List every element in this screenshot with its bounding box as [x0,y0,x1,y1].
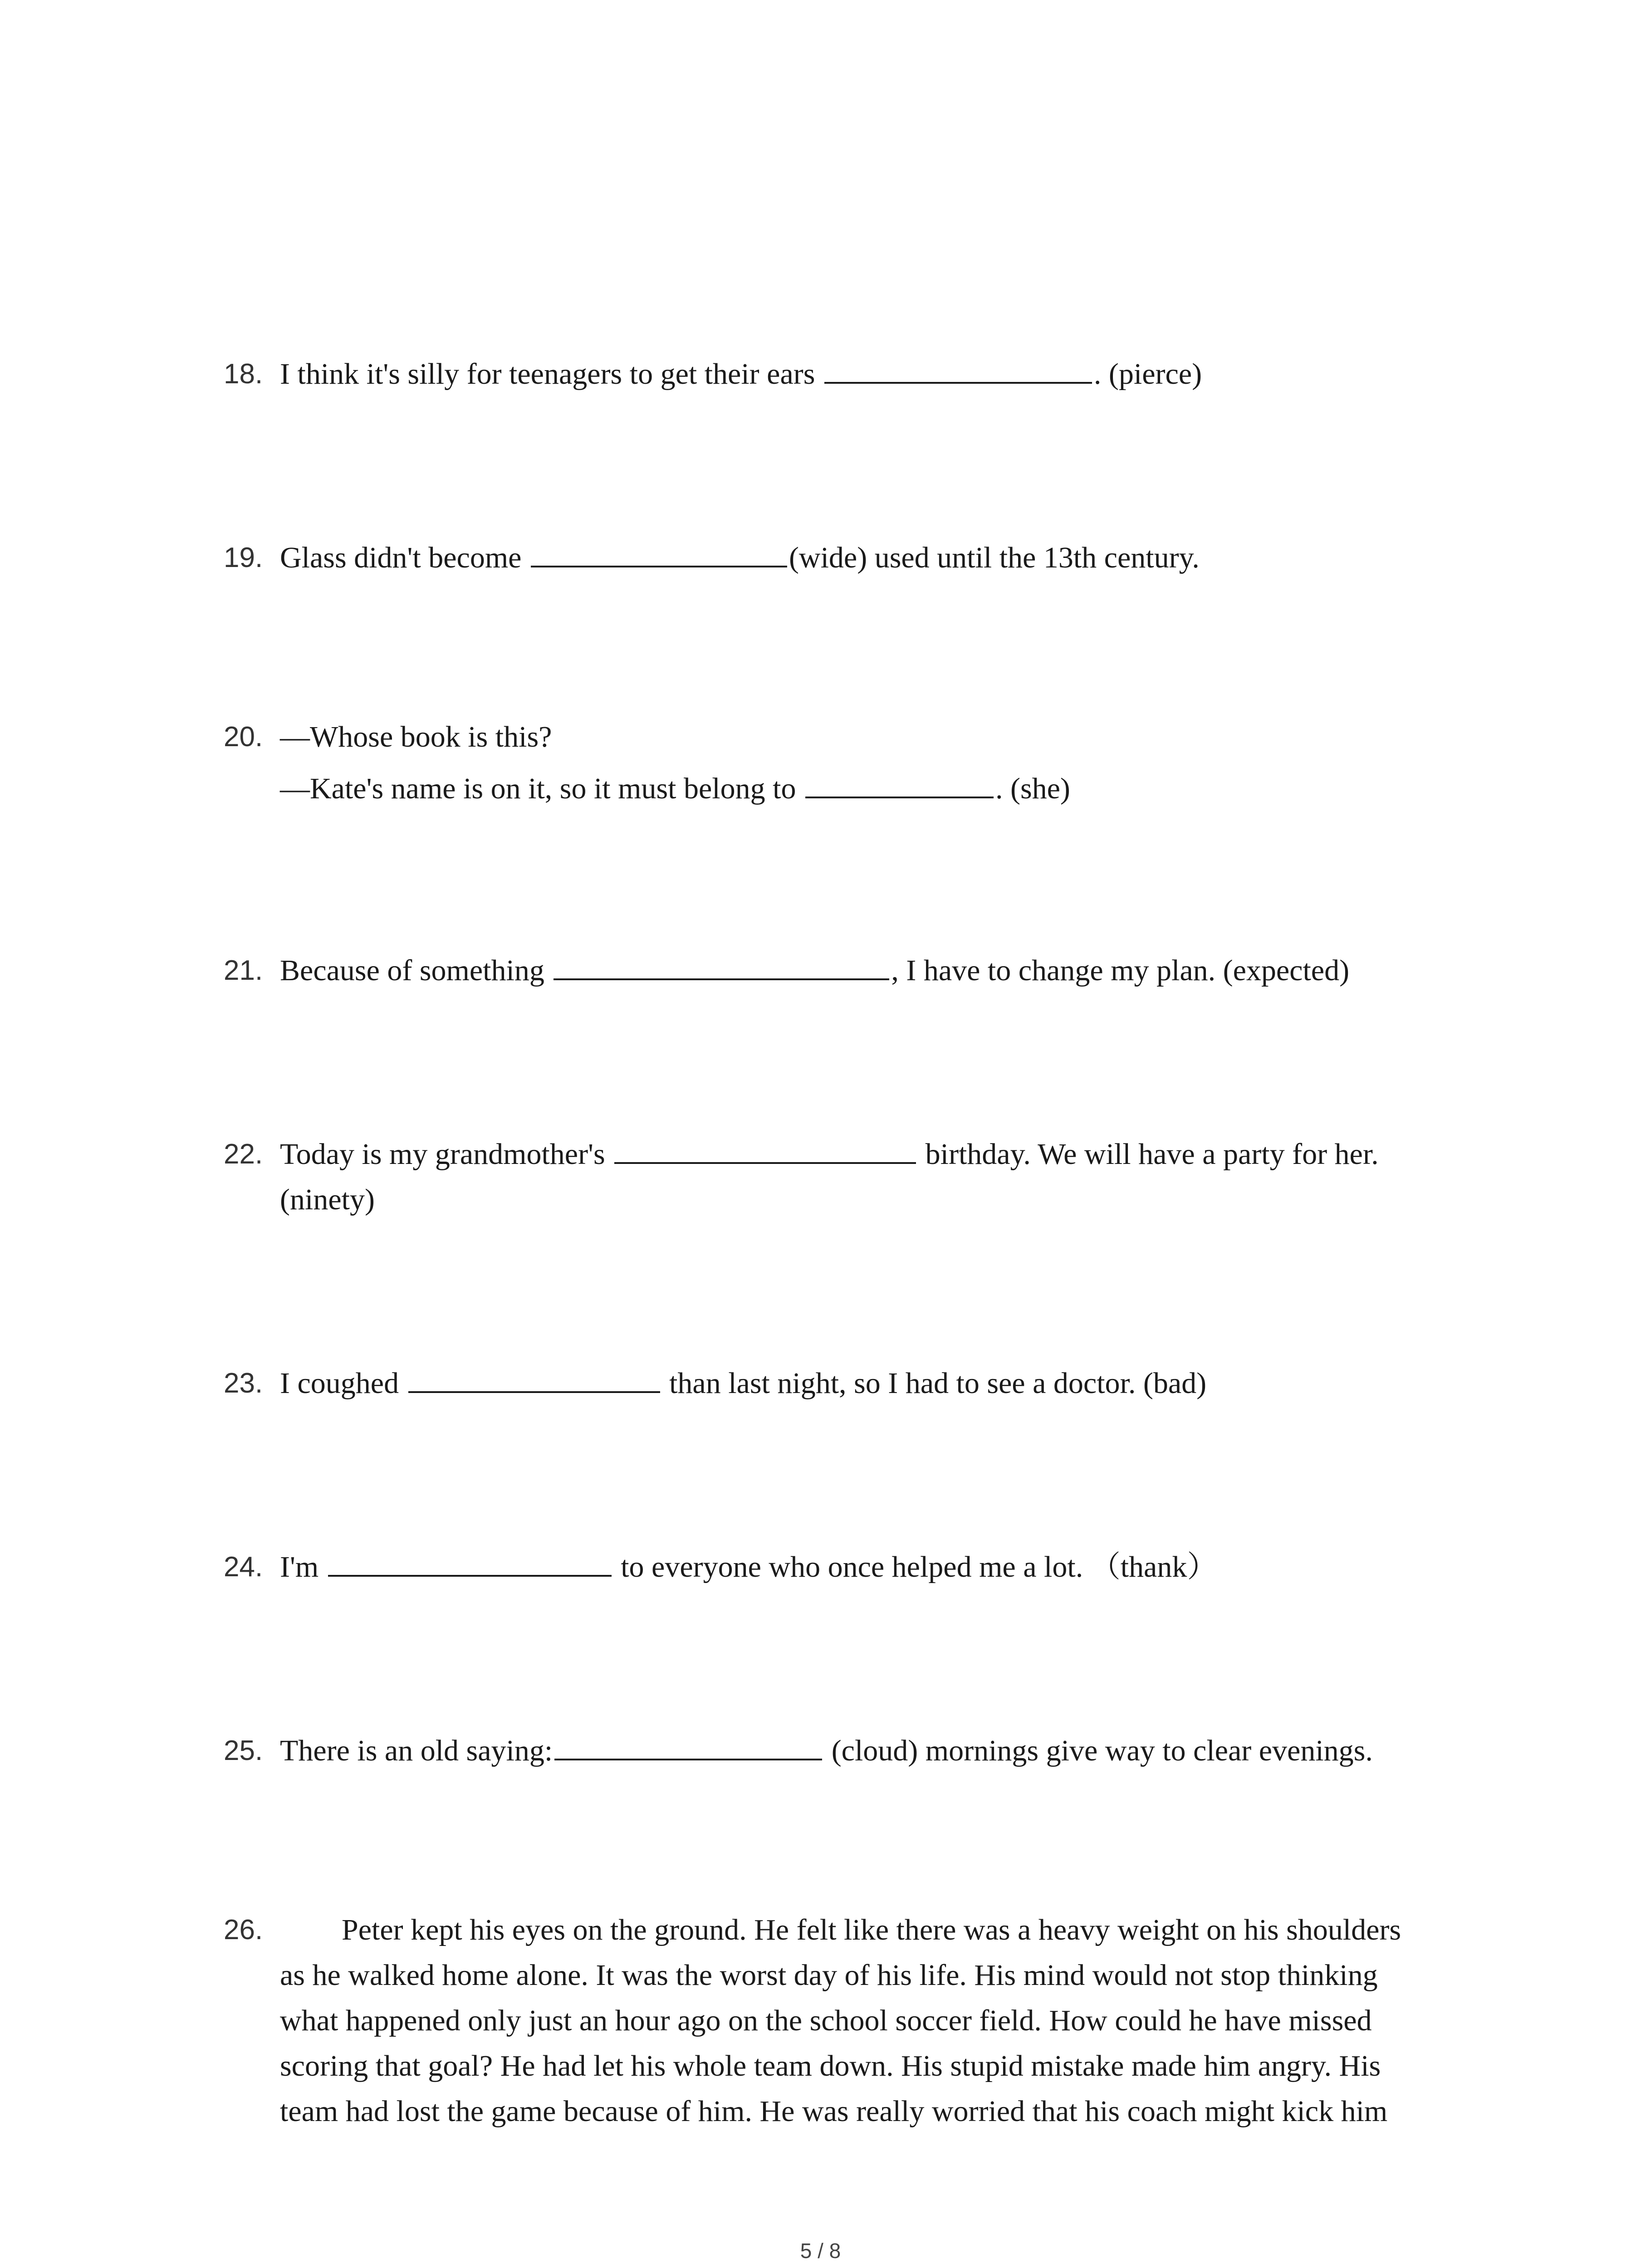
answer-blank[interactable] [554,948,889,980]
answer-blank[interactable] [614,1132,916,1164]
answer-blank[interactable] [554,1729,822,1760]
passage-line: team had lost the game because of him. He was really worried that his coach might kick him [280,2095,1388,2128]
question-text-after: birthday. We will have a party for her. [918,1138,1379,1171]
question-22 [224,1132,1458,1222]
question-24 [224,1545,1458,1590]
question-number: 24. [224,1551,263,1583]
answer-blank[interactable] [805,767,994,798]
question-text-before: Because of something [280,954,552,987]
question-text-after: than last night, so I had to see a doctor. (bad) [661,1367,1207,1400]
question-text-before: I think it's silly for teenagers to get their ears [280,357,823,391]
question-text-before: I'm [280,1550,326,1584]
question-21 [224,948,1458,993]
question-text-after: to everyone who once helped me a lot. （thank） [613,1550,1217,1584]
question-number: 19. [224,542,263,573]
passage-line: what happened only just an hour ago on the school soccer field. How could he have missed [280,2004,1372,2037]
passage-line: scoring that goal? He had let his whole team down. His stupid mistake made him angry. His [280,2049,1381,2082]
question-number: 18. [224,358,263,390]
question-text-after: . (pierce) [1093,357,1202,391]
question-text-before: Today is my grandmother's [280,1138,613,1171]
question-number: 21. [224,955,263,986]
passage-line: Peter kept his eyes on the ground. He felt like there was a heavy weight on his shoulders [342,1913,1401,1946]
answer-blank[interactable] [328,1545,612,1577]
answer-blank[interactable] [824,352,1092,384]
passage-line: as he walked home alone. It was the worst day of his life. His mind would not stop thinking [280,1959,1378,1992]
question-26-passage [224,1907,1458,2134]
question-hint: (ninety) [280,1183,375,1216]
question-number: 22. [224,1139,263,1170]
dialogue-line-1: —Whose book is this? [280,720,552,753]
question-text-after: (wide) used until the 13th century. [789,541,1200,574]
answer-blank[interactable] [531,536,787,567]
question-text-before: There is an old saying: [280,1734,553,1767]
question-text-before: I coughed [280,1367,407,1400]
page-indicator: 5 / 8 [800,2239,841,2263]
answer-blank[interactable] [408,1361,660,1393]
question-text-before: Glass didn't become [280,541,529,574]
question-19 [224,535,1458,581]
question-text-after: (cloud) mornings give way to clear evenings. [824,1734,1373,1767]
question-25 [224,1728,1458,1774]
question-20 [224,714,1458,811]
question-number: 23. [224,1368,263,1399]
question-18 [224,352,1458,397]
question-text-before: —Kate's name is on it, so it must belong to [280,772,803,805]
question-text-after: , I have to change my plan. (expected) [891,954,1350,987]
question-number: 26. [224,1914,263,1945]
question-number: 25. [224,1735,263,1766]
question-23 [224,1361,1458,1406]
question-text-after: . (she) [995,772,1070,805]
question-number: 20. [224,721,263,753]
